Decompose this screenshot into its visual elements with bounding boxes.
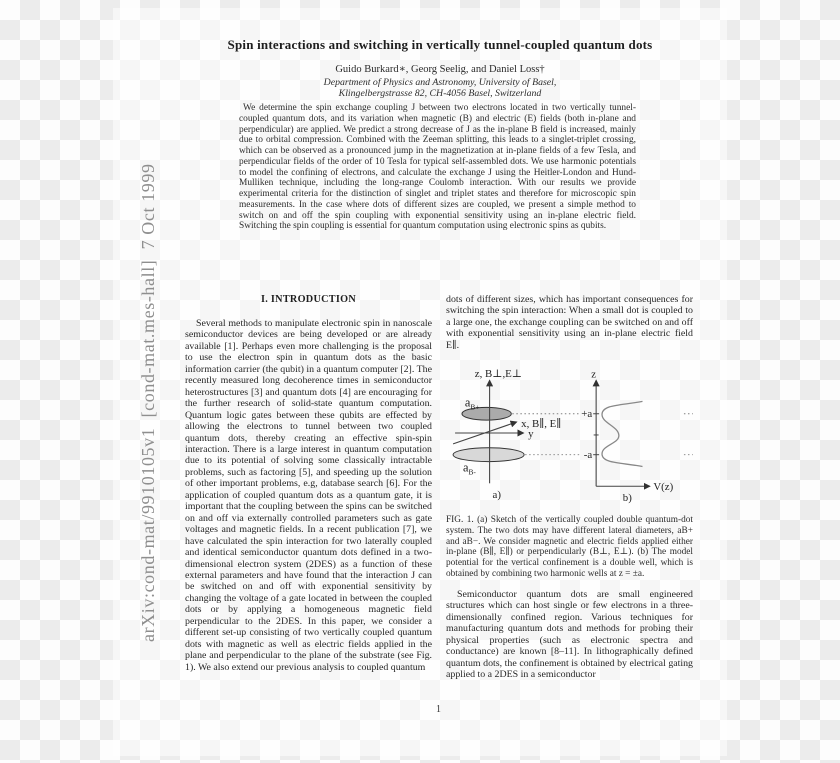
paper-title: Spin interactions and switching in vertically tunnel-coupled quantum dots (227, 37, 653, 52)
v-axis-label: V(z) (653, 481, 674, 494)
x-axis-label: x, B∥, E∥ (521, 418, 562, 431)
affiliation-line-2: Klingelbergstrasse 82, CH-4056 Basel, Switzerland (338, 88, 542, 99)
arxiv-watermark: arXiv:cond-mat/9910105v1 [cond-mat.mes-hall] 7 Oct 1999 (138, 163, 158, 642)
figure-1 (446, 359, 693, 505)
y-axis-label: y (528, 428, 534, 441)
panel-a-label: a) (492, 489, 501, 502)
plus-a-label: +a (581, 408, 593, 421)
section-heading-introduction: I. INTRODUCTION (260, 294, 357, 305)
intro-paragraph-1: Several methods to manipulate electronic spin in nanoscale semiconductor devices are being developed or are already available [1]. Perhaps even more challenging is the proposal to use the electron spin in quantum dots as the basic information carrier (the qubit) in a quantum computer [2]. The recently measured long decoherence times in semiconductor heterostructures [3] and quantum dots [4] are encouraging for the further research of solid-state quantum computation. Quantum logic gates between these qubits are effected by allowing the electrons to tunnel between two coupled quantum dots, thereby creating an effective spin-spin interaction. There is a large interest in quantum computation due to its potential of solving some classically intractable problems, such as factoring [5], and speeding up the solution of other important problems, e.g, database search [6]. For the application of coupled quantum dots as a quantum gate, it is important that the coupling between the spins can be switched on and off via externally controlled parameters such as gate voltages and magnetic fields. In a recent publication [7], we have calculated the spin interaction for two laterally coupled and identical semiconductor quantum dots defined in a two-dimensional electron system (2DES) as a function of these external parameters and have found that the interaction J can be switched on and off with exponential sensitivity by changing the voltage of a gate located in between the coupled dots or by applying a homogeneous magnetic field perpendicular to the 2DES. In this paper, we consider a different set-up consisting of two vertically coupled quantum dots with magnetic as well as electric fields applied in the plane and perpendicular to the plane of the substrate (see Fig. 1). We also extend our previous analysis to coupled quantum (185, 318, 432, 673)
panel-b-label: b) (622, 492, 632, 505)
minus-a-label: -a (583, 449, 593, 462)
dot-bottom-label: $a_{B-}$ (462, 460, 476, 477)
z-axis-label-a: z, B⊥,E⊥ (474, 368, 523, 381)
authors-line: Guido Burkard∗, Georg Seelig, and Daniel Loss† (335, 64, 545, 75)
dot-top-label: $a_{B+}$ (464, 395, 480, 412)
column-right (446, 294, 693, 680)
affiliation-line-1: Department of Physics and Astronomy, University of Basel, (323, 77, 557, 88)
double-well-potential-curve (602, 402, 642, 467)
figure-1-caption: FIG. 1. (a) Sketch of the vertically coupled double quantum-dot system. The two dots may have different lateral diameters, aB+ and aB−. We consider magnetic and electric fields applied either in-plane (B∥, E∥) or perpendicularly (B⊥, E⊥). (b) The model potential for the vertical confinement is a double well, which is obtained by combining two harmonic wells at z = ±a. (446, 515, 693, 579)
z-axis-b-label: z (591, 369, 597, 382)
abstract-text: We determine the spin exchange coupling J between two electrons located in two vertically tunnel-coupled quantum dots, and its variation when magnetic (B) and electric (E) fields (both in-plane and perpendicular) are applied. We predict a strong decrease of J as the in-plane B field is increased, mainly due to orbital compression. Combined with the Zeeman splitting, this leads to a singlet-triplet crossing, which can be observed as a pronounced jump in the magnetization at in-plane fields of a few Tesla, and perpendicular fields of the order of 10 Tesla for typical self-assembled dots. We use harmonic potentials to model the confining of electrons, and calculate the exchange J using the Heitler-London and Hund-Mulliken technique, including the long-range Coulomb interaction. With our results we provide experimental criteria for the distinction of singlet and triplet states and therefore for microscopic spin measurements. In the case where dots of different sizes are coupled, we present a simple method to switch on and off the spin coupling with exponential sensitivity using an in-plane electric field. Switching the spin coupling is essential for quantum computation using electronic spins as qubits. (239, 103, 636, 232)
page-number: 1 (436, 704, 441, 715)
intro-paragraph-3: Semiconductor quantum dots are small engineered structures which can host single or few electrons in a three-dimensionally confined region. Various techniques for manufacturing quantum dots and methods for probing their physical properties (such as electronic spectra and conductance) are known [8–11]. In lithographically defined quantum dots, the confinement is obtained by electrical gating applied to a 2DES in a semiconductor (446, 588, 693, 680)
column-left (185, 294, 432, 673)
intro-paragraph-2: dots of different sizes, which has important consequences for switching the spin interaction: When a small dot is coupled to a large one, the exchange coupling can be switched on and off with exponential sensitivity using an in-plane electric field E∥. (446, 294, 693, 351)
